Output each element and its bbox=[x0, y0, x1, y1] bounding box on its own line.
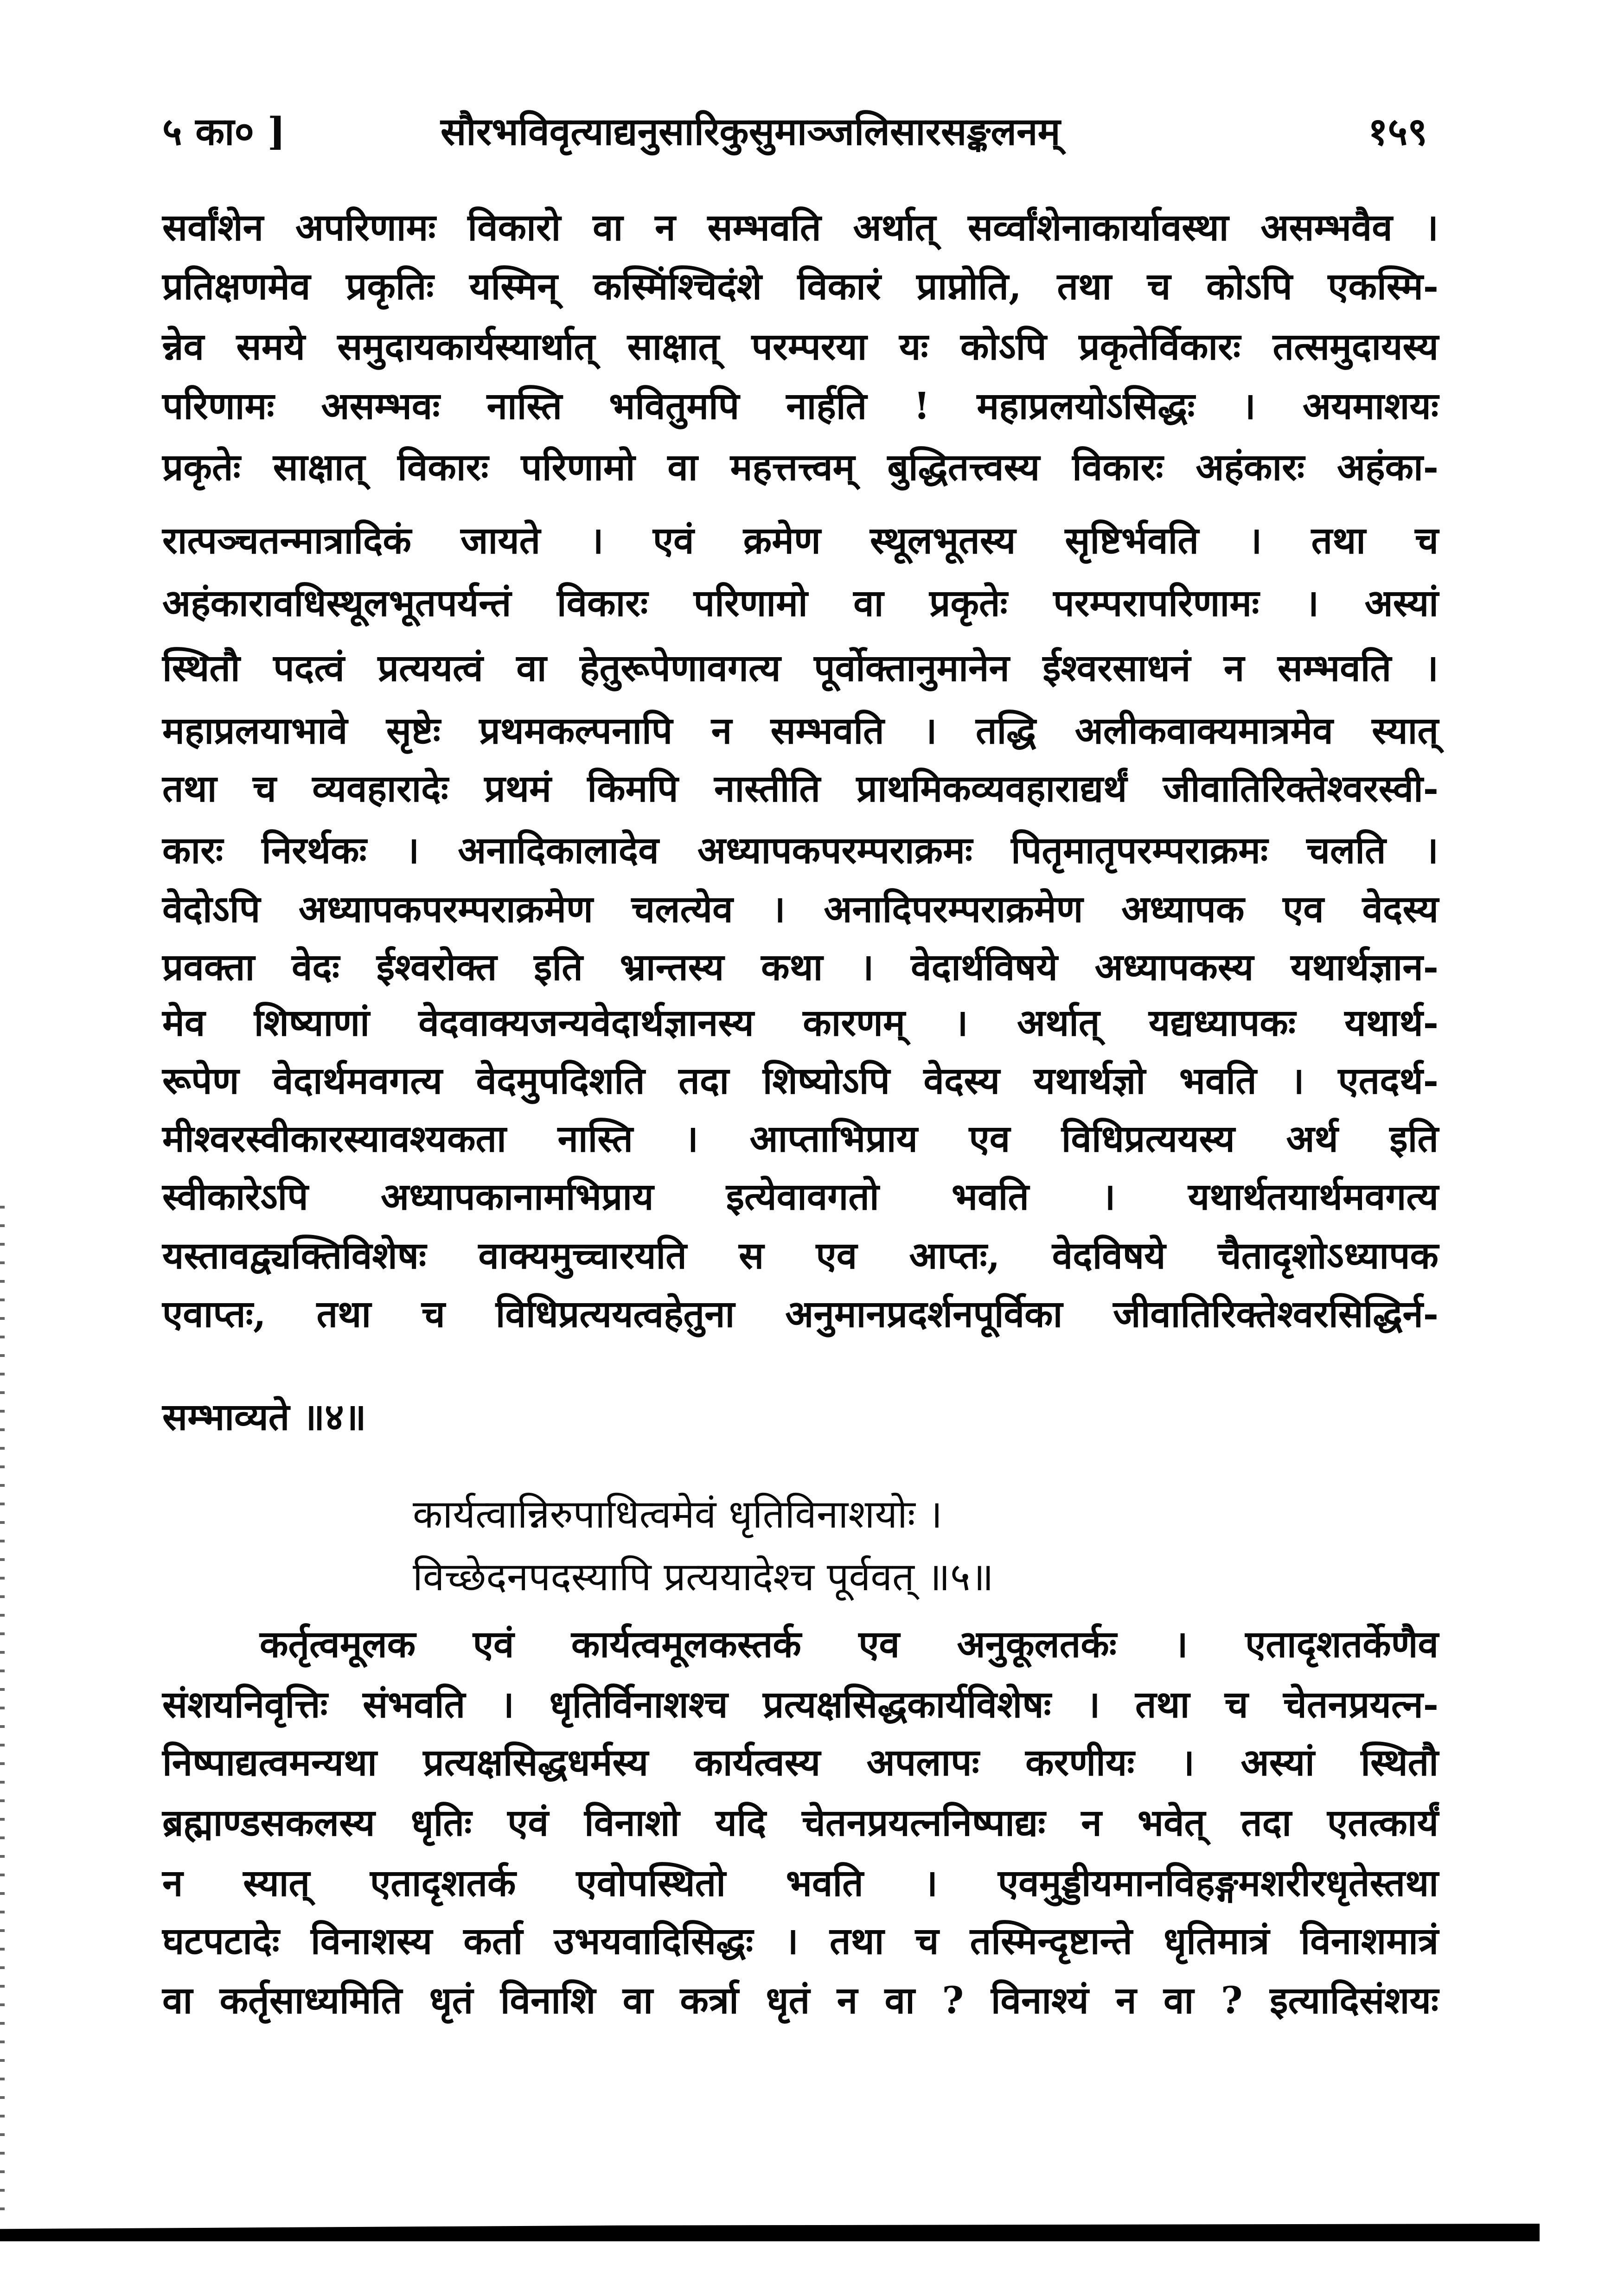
text-line: प्रतिक्षणमेव प्रकृतिः यस्मिन् कस्मिंश्चिदंशे विकारं प्राप्नोति, तथा च कोऽपि एकस्मि- bbox=[162, 264, 1439, 308]
text-line: न्नेव समये समुदायकार्यस्यार्थात् साक्षात् परम्परया यः कोऽपि प्रकृतेर्विकारः तत्समुदायस्य bbox=[162, 325, 1439, 368]
text-line: अहंकारावधिस्थूलभूतपर्यन्तं विकारः परिणामो वा प्रकृतेः परम्परापरिणामः । अस्यां bbox=[162, 581, 1439, 625]
page-number: १५९ bbox=[1368, 109, 1427, 154]
verse-line: विच्छेदनपदस्यापि प्रत्ययादेश्च पूर्ववत् ॥५॥ bbox=[413, 1554, 994, 1599]
text-line: सर्वांशेन अपरिणामः विकारो वा न सम्भवति अर्थात् सर्व्वांशेनाकार्यावस्था असम्भवैव । bbox=[162, 205, 1439, 249]
text-line: प्रवक्ता वेदः ईश्वरोक्त इति भ्रान्तस्य कथा । वेदार्थविषये अध्यापकस्य यथार्थज्ञान- bbox=[162, 945, 1439, 989]
text-line: वा कर्तृसाध्यमिति धृतं विनाशि वा कर्त्रा धृतं न वा ? विनाश्यं न वा ? इत्यादिसंशयः bbox=[162, 1978, 1439, 2022]
text-line: घटपटादेः विनाशस्य कर्ता उभयवादिसिद्धः । तथा च तस्मिन्दृष्टान्ते धृतिमात्रं विनाशमात्रं bbox=[162, 1919, 1439, 1963]
text-line: तथा च व्यवहारादेः प्रथमं किमपि नास्तीति प्राथमिकव्यवहाराद्यर्थं जीवातिरिक्तेश्वरस्वी- bbox=[162, 767, 1439, 810]
text-line: मेव शिष्याणां वेदवाक्यजन्यवेदार्थज्ञानस्य कारणम् । अर्थात् यद्यध्यापकः यथार्थ- bbox=[162, 1001, 1439, 1044]
text-line: कारः निरर्थकः । अनादिकालादेव अध्यापकपरम्पराक्रमः पितृमातृपरम्पराक्रमः चलति । bbox=[162, 828, 1439, 872]
text-line: परिणामः असम्भवः नास्ति भवितुमपि नार्हति ! महाप्रलयोऽसिद्धः । अयमाशयः bbox=[162, 384, 1439, 428]
scan-bottom-shadow bbox=[0, 2224, 1540, 2241]
text-line: सम्भाव्यते ॥४॥ bbox=[162, 1395, 366, 1439]
text-line: निष्पाद्यत्वमन्यथा प्रत्यक्षसिद्धधर्मस्य कार्यत्वस्य अपलापः करणीयः । अस्यां स्थितौ bbox=[162, 1740, 1439, 1784]
text-line: रूपेण वेदार्थमवगत्य वेदमुपदिशति तदा शिष्योऽपि वेदस्य यथार्थज्ञो भवति । एतदर्थ- bbox=[162, 1059, 1439, 1102]
text-line: रात्पञ्चतन्मात्रादिकं जायते । एवं क्रमेण स्थूलभूतस्य सृष्टिर्भवति । तथा च bbox=[162, 518, 1439, 562]
text-line: यस्तावद्व्यक्तिविशेषः वाक्यमुच्चारयति स एव आप्तः, वेदविषये चैतादृशोऽध्यापक bbox=[162, 1234, 1439, 1277]
text-line: कर्तृत्वमूलक एवं कार्यत्वमूलकस्तर्क एव अनुकूलतर्कः । एतादृशतर्केणैव bbox=[260, 1622, 1439, 1666]
text-line: न स्यात् एतादृशतर्क एवोपस्थितो भवति । एवमुड्डीयमानविहङ्गमशरीरधृतेस्तथा bbox=[162, 1861, 1439, 1905]
text-line: ब्रह्माण्डसकलस्य धृतिः एवं विनाशो यदि चेतनप्रयत्ननिष्पाद्यः न भवेत् तदा एतत्कार्यं bbox=[162, 1801, 1439, 1844]
running-title: सौरभविवृत्याद्यनुसारिकुसुमाञ्जलिसारसङ्कलनम् bbox=[441, 109, 1061, 154]
text-line: स्वीकारेऽपि अध्यापकानामभिप्राय इत्येवावगतो भवति । यथार्थतयार्थमवगत्य bbox=[162, 1175, 1439, 1218]
text-line: मीश्वरस्वीकारस्यावश्यकता नास्ति । आप्ताभिप्राय एव विधिप्रत्ययस्य अर्थ इति bbox=[162, 1117, 1439, 1160]
verse-line: कार्यत्वान्निरुपाधित्वमेवं धृतिविनाशयोः । bbox=[413, 1491, 943, 1537]
text-line: संशयनिवृत्तिः संभवति । धृतिर्विनाशश्च प्रत्यक्षसिद्धकार्यविशेषः । तथा च चेतनप्रयत्न- bbox=[162, 1682, 1439, 1726]
text-line: महाप्रलयाभावे सृष्टेः प्रथमकल्पनापि न सम्भवति । तद्धि अलीकवाक्यमात्रमेव स्यात् bbox=[162, 709, 1439, 752]
text-line: प्रकृतेः साक्षात् विकारः परिणामो वा महत्तत्त्वम् बुद्धितत्त्वस्य विकारः अहंकारः अहंका- bbox=[162, 445, 1439, 489]
scan-edge-marks bbox=[0, 1206, 5, 2226]
section-label: ५ का० ] bbox=[162, 109, 286, 154]
text-line: एवाप्तः, तथा च विधिप्रत्ययत्वहेतुना अनुमानप्रदर्शनपूर्विका जीवातिरिक्तेश्वरसिद्धिर्न- bbox=[162, 1292, 1439, 1336]
text-line: वेदोऽपि अध्यापकपरम्पराक्रमेण चलत्येव । अनादिपरम्पराक्रमेण अध्यापक एव वेदस्य bbox=[162, 887, 1439, 931]
text-line: स्थितौ पदत्वं प्रत्ययत्वं वा हेतुरूपेणावगत्य पूर्वोक्तानुमानेन ईश्वरसाधनं न सम्भवति । bbox=[162, 646, 1439, 690]
